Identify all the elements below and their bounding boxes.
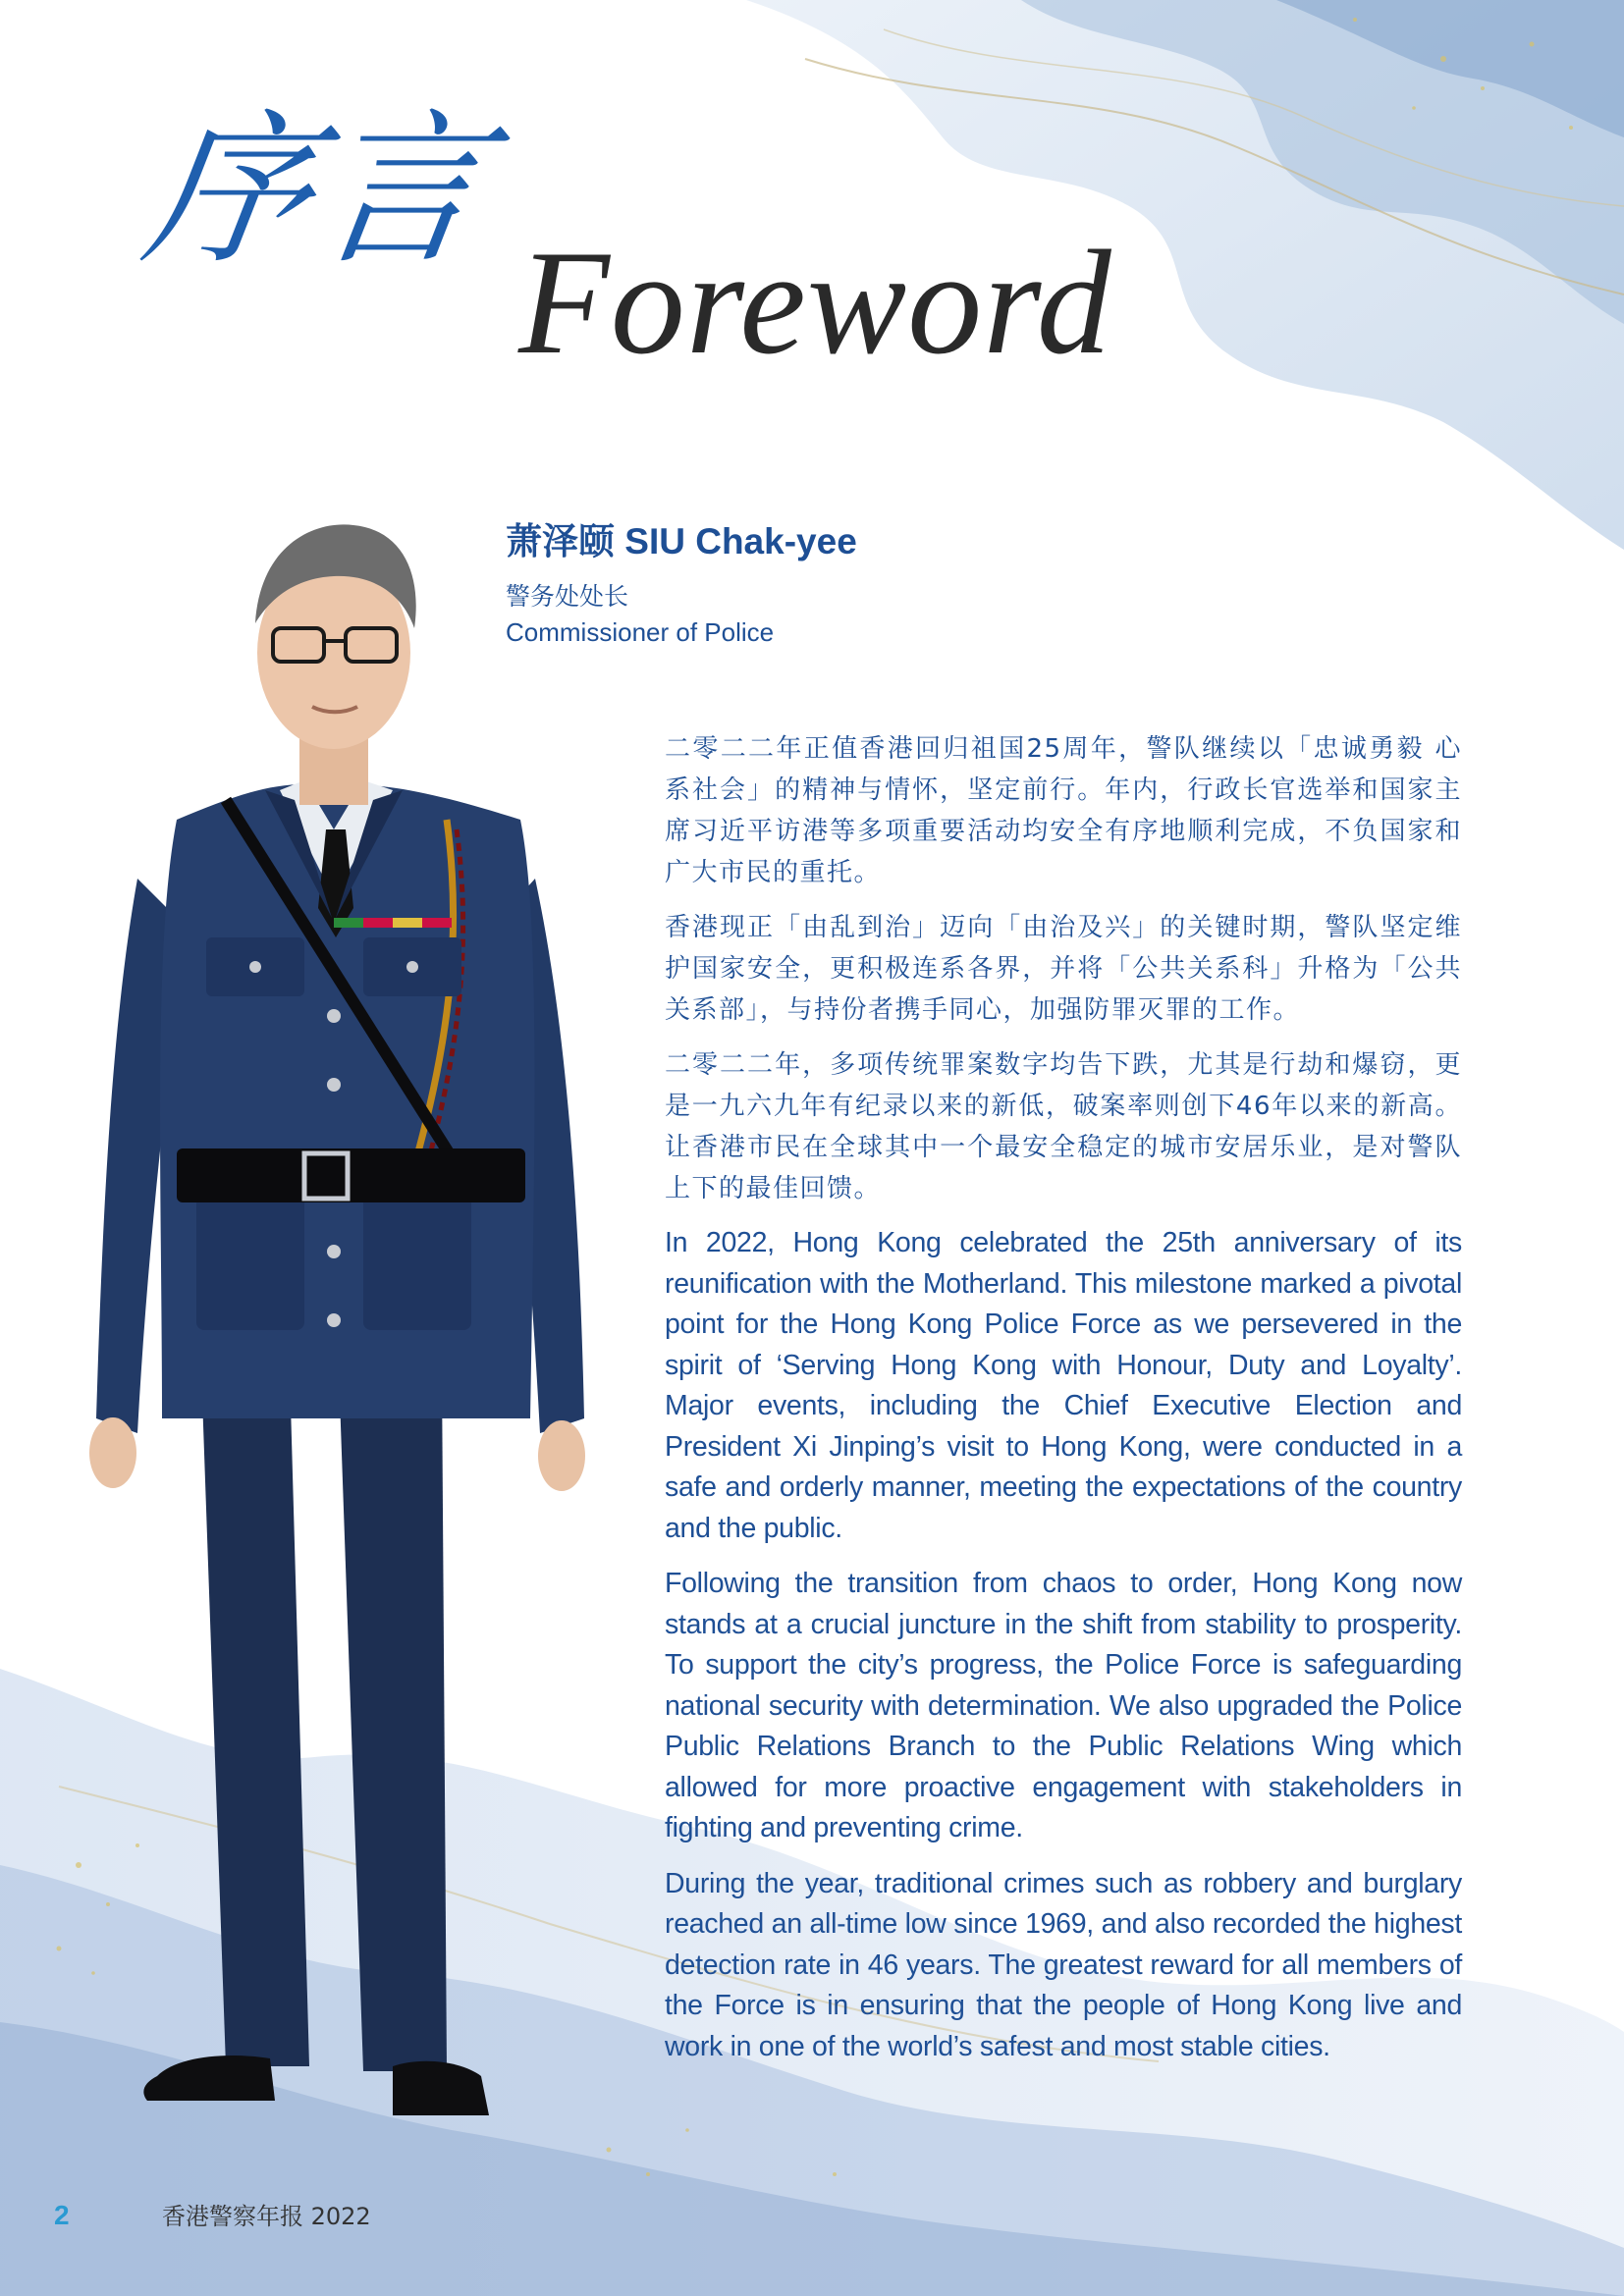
publication-title: 香港警察年报 2022 [162, 2203, 371, 2230]
page-number: 2 [54, 2200, 70, 2230]
english-paragraph-2: Following the transition from chaos to order, Hong Kong now stands at a crucial juncture in the shift from stability to prosperity. To support the city’s progress, the Police Force is safeguarding national security with determination. We also upgraded the Police Public Relations Branch to the Public Relations Wing which allowed for more proactive engagement with stakeholders in fighting and preventing crime. [665, 1568, 1462, 1843]
person-title-chinese: 警务处处长 [506, 582, 629, 611]
person-info [506, 520, 857, 650]
page-footer [54, 2197, 371, 2231]
chinese-paragraph-1: 二零二二年正值香港回归祖国25周年，警队继续以「忠诚勇毅 心系社会」的精神与情怀，坚定前行。年内，行政长官选举和国家主席习近平访港等多项重要活动均安全有序地顺利完成，不负国家和广大市民的重托。 [665, 734, 1462, 887]
title-english: Foreword [518, 220, 1112, 385]
commissioner-portrait [69, 506, 638, 2194]
title-chinese: 序言 [134, 94, 503, 287]
person-name: 萧泽颐 SIU Chak-yee [506, 521, 857, 561]
chinese-paragraph-3: 二零二二年，多项传统罪案数字均告下跌，尤其是行劫和爆窃，更是一九六九年有纪录以来的新低，破案率则创下46年以来的新高。让香港市民在全球其中一个最安全稳定的城市安居乐业，是对警队上下的最佳回馈。 [665, 1050, 1462, 1203]
chinese-paragraph-2: 香港现正「由乱到治」迈向「由治及兴」的关键时期，警队坚定维护国家安全，更积极连系各界，并将「公共关系科」升格为「公共关系部」，与持份者携手同心，加强防罪灭罪的工作。 [665, 913, 1462, 1025]
foreword-body [665, 728, 1462, 2082]
english-paragraph-3: During the year, traditional crimes such as robbery and burglary reached an all-time low since 1969, and also recorded the highest detection rate in 46 years. The greatest reward for all members of the Force is in ensuring that the people of Hong Kong live and work in one of the world’s safest and most stable cities. [665, 1867, 1462, 2062]
person-title-english: Commissioner of Police [506, 617, 775, 647]
english-paragraph-1: In 2022, Hong Kong celebrated the 25th anniversary of its reunification with the Motherland. This milestone marked a pivotal point for the Hong Kong Police Force as we persevered in the spirit of ‘Serving Hong Kong with Honour, Duty and Loyalty’. Major events, including the Chief Executive Election and President Xi Jinping’s visit to Hong Kong, were conducted in a safe and orderly manner, meeting the expectations of the country and the public. [665, 1227, 1462, 1544]
